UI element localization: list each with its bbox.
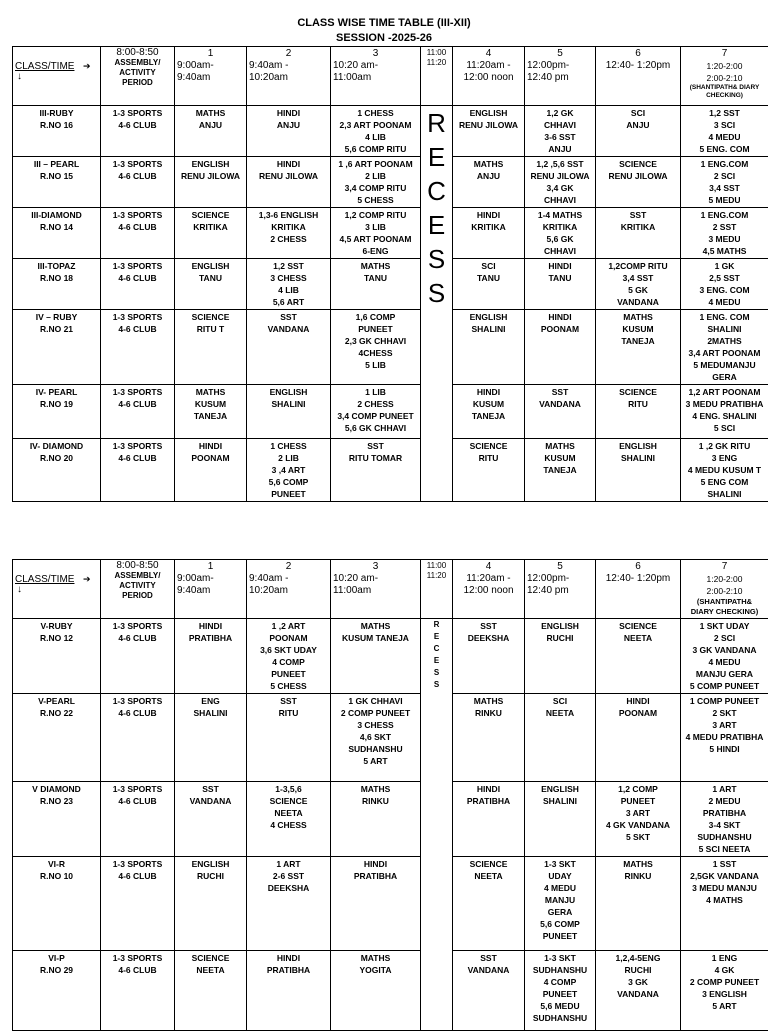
period-cell: SCI ANJU xyxy=(596,106,681,157)
period-cell: HINDI RENU JILOWA xyxy=(247,157,331,208)
class-cell: IV- PEARL R.NO 19 xyxy=(13,385,101,439)
period-cell: SCIENCE KRITIKA xyxy=(175,208,247,259)
recess-letter: S xyxy=(421,679,452,691)
period-cell: MATHS KUSUM TANEJA xyxy=(525,439,596,502)
period-cell: 1 SST 2,5GK VANDANA 3 MEDU MANJU 4 MATHS xyxy=(681,857,768,951)
period-cell: MATHS KUSUM TANEJA xyxy=(175,385,247,439)
period-cell: MATHS RINKU xyxy=(596,857,681,951)
period-cell: 1 LIB 2 CHESS 3,4 COMP PUNEET 5,6 GK CHHAVI xyxy=(331,385,421,439)
period-cell: 1,2,4-5ENG RUCHI 3 GK VANDANA xyxy=(596,951,681,1031)
class-time-header: CLASS/TIME ➔ ↓ xyxy=(13,47,101,106)
period-cell: HINDI PRATIBHA xyxy=(453,782,525,857)
period-cell: 1 ENG 4 GK 2 COMP PUNEET 3 ENGLISH 5 ART xyxy=(681,951,768,1031)
assembly-cell: 1-3 SPORTS 4-6 CLUB xyxy=(101,857,175,951)
period-cell: 1 ENG.COM 2 SST 3 MEDU 4,5 MATHS xyxy=(681,208,768,259)
period-cell: ENGLISH SHALINI xyxy=(596,439,681,502)
period-cell: HINDI PRATIBHA xyxy=(247,951,331,1031)
period-cell: SCIENCE NEETA xyxy=(175,951,247,1031)
period-cell: 1,2 SST 3 CHESS 4 LIB 5,6 ART xyxy=(247,259,331,310)
assembly-cell: 1-3 SPORTS 4-6 CLUB xyxy=(101,782,175,857)
period-cell: 1 ART 2 MEDU PRATIBHA 3-4 SKT SUDHANSHU 5 SCI NEETA xyxy=(681,782,768,857)
period-6-header: 6 12:40- 1:20pm xyxy=(596,560,681,619)
recess-time-header: 11:00 11:20 xyxy=(421,560,453,619)
assembly-cell: 1-3 SPORTS 4-6 CLUB xyxy=(101,951,175,1031)
period-cell: 1,3-6 ENGLISH KRITIKA 2 CHESS xyxy=(247,208,331,259)
class-cell: III-TOPAZ R.NO 18 xyxy=(13,259,101,310)
period-3-header: 3 10:20 am- 11:00am xyxy=(331,47,421,106)
period-cell: HINDI KRITIKA xyxy=(453,208,525,259)
period-cell: SCI NEETA xyxy=(525,694,596,782)
period-cell: 1 GK CHHAVI 2 COMP PUNEET 3 CHESS 4,6 SKT SUDHANSHU 5 ART xyxy=(331,694,421,782)
recess-letter: E xyxy=(421,140,452,174)
period-cell: SCIENCE NEETA xyxy=(453,857,525,951)
period-cell: 1,6 COMP PUNEET 2,3 GK CHHAVI 4CHESS 5 LIB xyxy=(331,310,421,385)
recess-column xyxy=(421,106,453,502)
assembly-cell: 1-3 SPORTS 4-6 CLUB xyxy=(101,694,175,782)
table-row xyxy=(13,385,768,439)
period-cell: SCIENCE NEETA xyxy=(596,619,681,694)
period-cell: HINDI POONAM xyxy=(175,439,247,502)
period-7-header: 7 1:20-2:00 2:00-2:10 (SHANTIPATH& DIARY CHECKING) xyxy=(681,560,768,619)
period-cell: SST VANDANA xyxy=(247,310,331,385)
period-cell: SCIENCE RITU xyxy=(453,439,525,502)
period-cell: ENGLISH SHALINI xyxy=(525,782,596,857)
recess-letter: R xyxy=(421,619,452,631)
assembly-cell: 1-3 SPORTS 4-6 CLUB xyxy=(101,106,175,157)
period-cell: SST VANDANA xyxy=(175,782,247,857)
class-cell: III – PEARL R.NO 15 xyxy=(13,157,101,208)
period-cell: HINDI ANJU xyxy=(247,106,331,157)
period-cell: ENGLISH SHALINI xyxy=(453,310,525,385)
recess-letter: S xyxy=(421,276,452,310)
period-cell: 1,2 ,5,6 SST RENU JILOWA 3,4 GK CHHAVI xyxy=(525,157,596,208)
period-cell: 1 ENG. COM SHALINI 2MATHS 3,4 ART POONAM 5 MEDUMANJU GERA xyxy=(681,310,768,385)
period-cell: 1,2 COMP RITU 3 LIB 4,5 ART POONAM 6-ENG xyxy=(331,208,421,259)
period-cell: MATHS TANU xyxy=(331,259,421,310)
period-cell: 1,2 GK CHHAVI 3-6 SST ANJU xyxy=(525,106,596,157)
recess-time-header: 11:00 11:20 xyxy=(421,47,453,106)
table-row xyxy=(13,157,768,208)
class-time-header: CLASS/TIME ➔ ↓ xyxy=(13,560,101,619)
document-title: CLASS WISE TIME TABLE (III-XII) xyxy=(0,16,768,30)
period-cell: 1,2 SST 3 SCI 4 MEDU 5 ENG. COM xyxy=(681,106,768,157)
table-row xyxy=(13,619,768,694)
period-cell: SST VANDANA xyxy=(525,385,596,439)
class-cell: V DIAMOND R.NO 23 xyxy=(13,782,101,857)
period-cell: MATHS KUSUM TANEJA xyxy=(331,619,421,694)
period-2-header: 2 9:40am - 10:20am xyxy=(247,47,331,106)
assembly-cell: 1-3 SPORTS 4-6 CLUB xyxy=(101,385,175,439)
arrow-down-icon: ↓ xyxy=(17,71,22,83)
header-row xyxy=(13,560,768,619)
period-cell: ENGLISH TANU xyxy=(175,259,247,310)
recess-letter: E xyxy=(421,208,452,242)
table-row xyxy=(13,951,768,1031)
recess-letter: C xyxy=(421,174,452,208)
period-cell: SCIENCE RENU JILOWA xyxy=(596,157,681,208)
class-cell: VI-R R.NO 10 xyxy=(13,857,101,951)
period-2-header: 2 9:40am - 10:20am xyxy=(247,560,331,619)
period-cell: MATHS RINKU xyxy=(331,782,421,857)
period-cell: ENGLISH SHALINI xyxy=(247,385,331,439)
period-cell: 1,2 COMP PUNEET 3 ART 4 GK VANDANA 5 SKT xyxy=(596,782,681,857)
table-row xyxy=(13,439,768,502)
recess-column xyxy=(421,619,453,1031)
period-cell: SST KRITIKA xyxy=(596,208,681,259)
arrow-right-icon: ➔ xyxy=(83,60,91,72)
period-cell: HINDI TANU xyxy=(525,259,596,310)
recess-letter: E xyxy=(421,655,452,667)
table-row xyxy=(13,208,768,259)
period-cell: ENG SHALINI xyxy=(175,694,247,782)
period-cell: ENGLISH RENU JILOWA xyxy=(453,106,525,157)
period-cell: 1-4 MATHS KRITIKA 5,6 GK CHHAVI xyxy=(525,208,596,259)
class-cell: IV- DIAMOND R.NO 20 xyxy=(13,439,101,502)
period-cell: HINDI KUSUM TANEJA xyxy=(453,385,525,439)
period-cell: SCIENCE RITU T xyxy=(175,310,247,385)
period-5-header: 5 12:00pm- 12:40 pm xyxy=(525,560,596,619)
period-cell: SST RITU xyxy=(247,694,331,782)
period-cell: 1 CHESS 2,3 ART POONAM 4 LIB 5,6 COMP RITU xyxy=(331,106,421,157)
period-7-header: 7 1:20-2:00 2:00-2:10 (SHANTIPATH& DIARY CHECKING) xyxy=(681,47,768,106)
period-cell: 1 ,2 ART POONAM 3,6 SKT UDAY 4 COMP PUNEET 5 CHESS xyxy=(247,619,331,694)
period-cell: 1-3 SKT SUDHANSHU 4 COMP PUNEET 5,6 MEDU SUDHANSHU xyxy=(525,951,596,1031)
arrow-right-icon: ➔ xyxy=(83,573,91,585)
assembly-header: 8:00-8:50 ASSEMBLY/ ACTIVITY PERIOD xyxy=(101,47,175,106)
session-label: SESSION -2025-26 xyxy=(0,31,768,45)
period-cell: ENGLISH RUCHI xyxy=(525,619,596,694)
header-row xyxy=(13,47,768,106)
period-cell: 1-3,5,6 SCIENCE NEETA 4 CHESS xyxy=(247,782,331,857)
period-cell: MATHS YOGITA xyxy=(331,951,421,1031)
period-cell: 1 ENG.COM 2 SCI 3,4 SST 5 MEDU xyxy=(681,157,768,208)
timetable-2 xyxy=(12,559,768,1031)
timetable-1 xyxy=(12,46,768,502)
period-cell: SST RITU TOMAR xyxy=(331,439,421,502)
period-cell: ENGLISH RUCHI xyxy=(175,857,247,951)
period-6-header: 6 12:40- 1:20pm xyxy=(596,47,681,106)
assembly-header: 8:00-8:50 ASSEMBLY/ ACTIVITY PERIOD xyxy=(101,560,175,619)
assembly-cell: 1-3 SPORTS 4-6 CLUB xyxy=(101,619,175,694)
period-cell: MATHS ANJU xyxy=(175,106,247,157)
class-cell: IV – RUBY R.NO 21 xyxy=(13,310,101,385)
period-cell: MATHS KUSUM TANEJA xyxy=(596,310,681,385)
table-row xyxy=(13,310,768,385)
period-cell: 1 GK 2,5 SST 3 ENG. COM 4 MEDU xyxy=(681,259,768,310)
period-4-header: 4 11:20am - 12:00 noon xyxy=(453,47,525,106)
table-row xyxy=(13,857,768,951)
period-cell: SCIENCE RITU xyxy=(596,385,681,439)
period-cell: 1 COMP PUNEET 2 SKT 3 ART 4 MEDU PRATIBHA 5 HINDI xyxy=(681,694,768,782)
recess-letter: E xyxy=(421,631,452,643)
period-1-header: 1 9:00am- 9:40am xyxy=(175,47,247,106)
period-cell: 1 ,2 GK RITU 3 ENG 4 MEDU KUSUM T 5 ENG COM SHALINI xyxy=(681,439,768,502)
period-cell: SST DEEKSHA xyxy=(453,619,525,694)
period-cell: 1 ,6 ART POONAM 2 LIB 3,4 COMP RITU 5 CHESS xyxy=(331,157,421,208)
assembly-cell: 1-3 SPORTS 4-6 CLUB xyxy=(101,208,175,259)
period-4-header: 4 11:20am - 12:00 noon xyxy=(453,560,525,619)
period-cell: 1-3 SKT UDAY 4 MEDU MANJU GERA 5,6 COMP PUNEET xyxy=(525,857,596,951)
period-3-header: 3 10:20 am- 11:00am xyxy=(331,560,421,619)
assembly-cell: 1-3 SPORTS 4-6 CLUB xyxy=(101,439,175,502)
arrow-down-icon: ↓ xyxy=(17,584,22,596)
assembly-cell: 1-3 SPORTS 4-6 CLUB xyxy=(101,310,175,385)
period-cell: 1,2COMP RITU 3,4 SST 5 GK VANDANA xyxy=(596,259,681,310)
assembly-cell: 1-3 SPORTS 4-6 CLUB xyxy=(101,157,175,208)
table-row xyxy=(13,106,768,157)
period-cell: 1,2 ART POONAM 3 MEDU PRATIBHA 4 ENG. SHALINI 5 SCI xyxy=(681,385,768,439)
table-row xyxy=(13,782,768,857)
period-cell: HINDI POONAM xyxy=(525,310,596,385)
class-cell: V-RUBY R.NO 12 xyxy=(13,619,101,694)
class-cell: VI-P R.NO 29 xyxy=(13,951,101,1031)
period-cell: MATHS RINKU xyxy=(453,694,525,782)
period-cell: SCI TANU xyxy=(453,259,525,310)
recess-letter: C xyxy=(421,643,452,655)
period-cell: 1 ART 2-6 SST DEEKSHA xyxy=(247,857,331,951)
assembly-cell: 1-3 SPORTS 4-6 CLUB xyxy=(101,259,175,310)
table-row xyxy=(13,694,768,782)
period-cell: HINDI PRATIBHA xyxy=(331,857,421,951)
period-1-header: 1 9:00am- 9:40am xyxy=(175,560,247,619)
class-cell: III-RUBY R.NO 16 xyxy=(13,106,101,157)
class-cell: III-DIAMOND R.NO 14 xyxy=(13,208,101,259)
period-cell: ENGLISH RENU JILOWA xyxy=(175,157,247,208)
period-cell: MATHS ANJU xyxy=(453,157,525,208)
period-5-header: 5 12:00pm- 12:40 pm xyxy=(525,47,596,106)
class-cell: V-PEARL R.NO 22 xyxy=(13,694,101,782)
period-cell: 1 SKT UDAY 2 SCI 3 GK VANDANA 4 MEDU MANJU GERA 5 COMP PUNEET xyxy=(681,619,768,694)
recess-letter: S xyxy=(421,667,452,679)
period-cell: 1 CHESS 2 LIB 3 ,4 ART 5,6 COMP PUNEET xyxy=(247,439,331,502)
table-row xyxy=(13,259,768,310)
period-cell: HINDI POONAM xyxy=(596,694,681,782)
recess-letter: S xyxy=(421,242,452,276)
recess-letter: R xyxy=(421,106,452,140)
period-cell: SST VANDANA xyxy=(453,951,525,1031)
period-cell: HINDI PRATIBHA xyxy=(175,619,247,694)
